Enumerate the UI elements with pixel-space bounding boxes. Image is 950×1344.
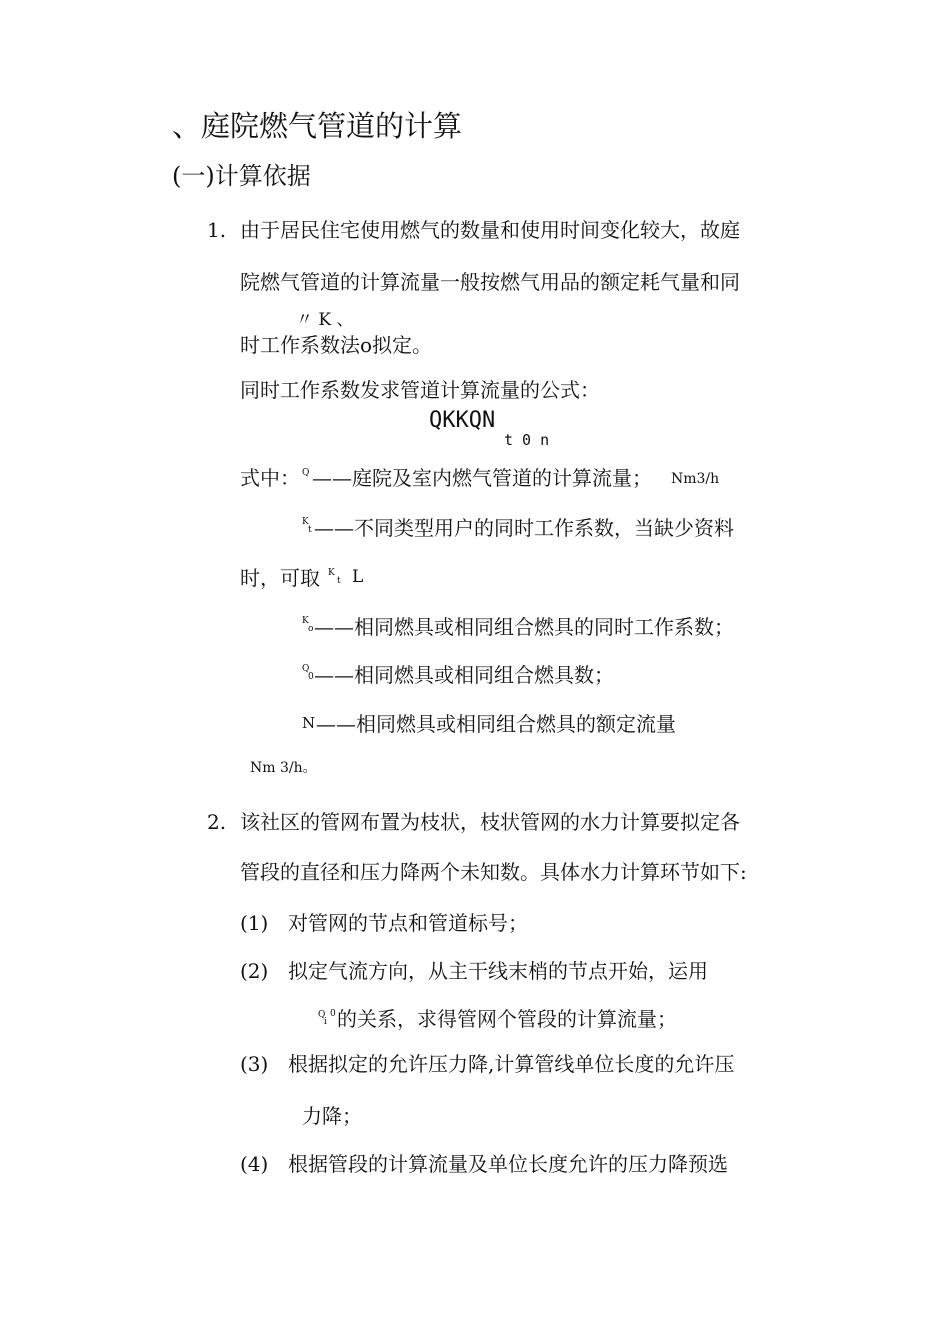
step3-text: 根据拟定的允许压力降,计算管线单位长度的允许压 <box>288 1052 735 1076</box>
kt-continuation: 时，可取 <box>240 566 320 590</box>
kt-cont-value: L <box>352 567 364 587</box>
q-description: ——庭院及室内燃气管道的计算流量； <box>312 466 652 490</box>
step1-number: (1) <box>240 911 269 935</box>
step4-number: (4) <box>240 1152 269 1176</box>
item2-line1: 该社区的管网布置为枝状，枝状管网的水力计算要拟定各 <box>240 810 740 834</box>
n-description: ——相同燃具或相同组合燃具的额定流量 <box>316 712 676 736</box>
kt-symbol: K <box>302 517 309 527</box>
step2-text: 拟定气流方向，从主干线末梢的节点开始，运用 <box>288 959 708 983</box>
item2-number: 2. <box>207 810 227 834</box>
step2-number: (2) <box>240 959 269 983</box>
kt-cont-subscript: t <box>337 576 341 586</box>
q0-description: ——相同燃具或相同组合燃具数； <box>314 663 614 687</box>
k0-description: ——相同燃具或相同组合燃具的同时工作系数； <box>314 615 734 639</box>
stray-marks: 〃 K 、 <box>296 310 354 330</box>
step1-text: 对管网的节点和管道标号； <box>288 911 528 935</box>
k0-subscript: o <box>308 624 314 634</box>
n-symbol: N <box>302 714 316 732</box>
q0-subscript: 0 <box>308 672 314 682</box>
kt-description: ——不同类型用户的同时工作系数，当缺少资料 <box>314 516 734 540</box>
step4-text: 根据管段的计算流量及单位长度允许的压力降预选 <box>288 1152 728 1176</box>
kt-subscript: t <box>308 525 312 535</box>
kt-cont-symbol: K <box>328 568 335 578</box>
section-title: (一)计算依据 <box>172 162 311 190</box>
step2-cont-superscript: 0 <box>330 1009 336 1019</box>
where-lead: 式中： <box>240 466 300 490</box>
page-heading: 、庭院燃气管道的计算 <box>172 109 463 143</box>
item2-line2: 管段的直径和压力降两个未知数。具体水力计算环节如下: <box>240 860 747 884</box>
q-unit: Nm3/h <box>671 471 720 487</box>
step2-cont-text: 的关系，求得管网个管段的计算流量； <box>337 1007 677 1031</box>
step3-number: (3) <box>240 1052 269 1076</box>
formula-main: QKKQN <box>429 408 496 433</box>
step2-cont-subscript: i <box>324 1017 327 1027</box>
item1-line4: 同时工作系数发求管道计算流量的公式： <box>240 378 600 402</box>
item1-line3: 时工作系数法o拟定。 <box>240 333 433 357</box>
item1-line1: 由于居民住宅使用燃气的数量和使用时间变化较大，故庭 <box>240 218 740 242</box>
n-unit: Nm 3/h。 <box>250 760 317 776</box>
step2-cont-symbol: Q <box>318 1010 326 1020</box>
q-symbol: Q <box>302 468 310 478</box>
item1-number: 1. <box>207 218 227 242</box>
q0-symbol: Q <box>302 664 310 674</box>
formula-subscripts: t 0 n <box>504 431 550 449</box>
item1-line2: 院燃气管道的计算流量一般按燃气用品的额定耗气量和同 <box>240 270 740 294</box>
k0-symbol: K <box>302 616 309 626</box>
step3-cont-text: 力降； <box>302 1104 362 1128</box>
